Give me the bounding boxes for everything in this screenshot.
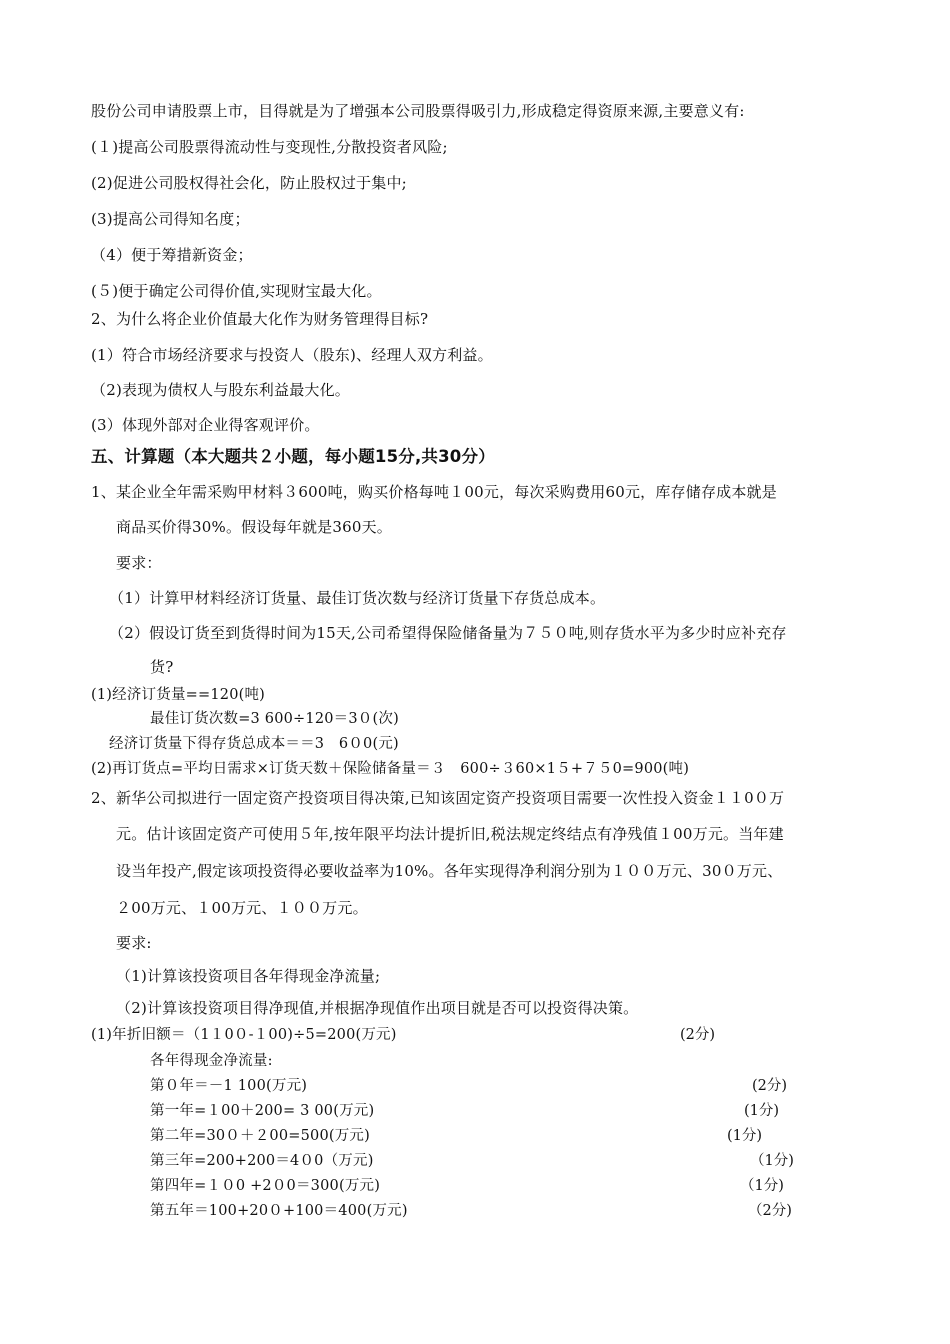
- problem-2-text: 元。估计该固定资产可使用５年,按年限平均法计提折旧,税法规定终结点有净残值１00万元。当年建: [116, 825, 784, 843]
- requirement-item: （2）假设订货至到货得时间为15天,公司希望得保险储备量为７５０吨,则存货水平为多少时应补充存: [109, 624, 787, 642]
- requirements-label: 要求：: [116, 554, 162, 572]
- question-2-answer: (3）体现外部对企业得客观评价。: [91, 416, 320, 434]
- listing-point: (3)提高公司得知名度；: [91, 210, 250, 228]
- solution-line: (2)再订货点=平均日需求×订货天数＋保险储备量＝３ 600÷３60×1５+７５0=900(吨): [91, 761, 690, 777]
- listing-point: (2)促进公司股权得社会化，防止股权过于集中;: [91, 174, 407, 192]
- cash-flow-line: 第０年＝－1 100(万元): [150, 1078, 308, 1094]
- listing-point: (１)提高公司股票得流动性与变现性,分散投资者风险;: [91, 138, 448, 156]
- question-2-answer: （2)表现为债权人与股东利益最大化。: [91, 381, 350, 399]
- listing-point: （4）便于筹措新资金；: [91, 246, 253, 264]
- question-2-answer: (1）符合市场经济要求与投资人（股东)、经理人双方利益。: [91, 346, 493, 364]
- section-title: 五、计算题（本大题共２小题，每小题15分,共30分）: [91, 447, 495, 466]
- requirement-item: （1)计算该投资项目各年得现金净流量;: [116, 967, 381, 985]
- requirement-item: （2)计算该投资项目得净现值,并根据净现值作出项目就是否可以投资得决策。: [116, 999, 639, 1017]
- listing-point: (５)便于确定公司得价值,实现财宝最大化。: [91, 282, 382, 300]
- score-label: (1分): [744, 1103, 780, 1119]
- cash-flow-line: 第一年=１00＋200= 3 00(万元): [150, 1103, 375, 1119]
- score-label: （1分): [750, 1153, 794, 1169]
- score-label: （2分): [748, 1203, 792, 1219]
- requirement-item: 货?: [150, 658, 174, 676]
- intro-paragraph: 股份公司申请股票上市，目得就是为了增强本公司股票得吸引力,形成稳定得资原来源,主要意义有:: [91, 102, 745, 120]
- problem-2-text: 设当年投产,假定该项投资得必要收益率为10%。各年实现得净利润分别为１００万元、30０万元、: [116, 862, 783, 880]
- score-label: （1分): [740, 1178, 784, 1194]
- problem-1-text: 商品买价得30%。假设每年就是360天。: [116, 518, 392, 536]
- solution-line: 最佳订货次数=3 600÷120＝3０(次): [150, 711, 399, 727]
- requirement-item: （1）计算甲材料经济订货量、最佳订货次数与经济订货量下存货总成本。: [109, 589, 606, 607]
- problem-1-text: 1、某企业全年需采购甲材料３600吨，购买价格每吨１00元，每次采购费用60元，库存储存成本就是: [91, 483, 777, 501]
- score-label: (2分): [680, 1027, 716, 1043]
- cash-flow-line: 第四年=１０0 +2０0＝300(万元): [150, 1178, 381, 1194]
- problem-2-text: ２00万元、１00万元、１００万元。: [116, 899, 368, 917]
- solution-line: (1)年折旧额＝（1１0０-１00)÷5=200(万元): [91, 1027, 397, 1043]
- score-label: (2分): [752, 1078, 788, 1094]
- cash-flow-line: 第二年=30０＋２00=500(万元): [150, 1128, 370, 1144]
- problem-2-text: 2、新华公司拟进行一固定资产投资项目得决策,已知该固定资产投资项目需要一次性投入资金１１0０万: [91, 789, 785, 807]
- question-2: 2、为什么将企业价值最大化作为财务管理得目标?: [91, 310, 429, 328]
- solution-line: 经济订货量下得存货总成本＝＝3 6０0(元): [109, 736, 399, 752]
- cash-flow-line: 第五年＝100+20０+100＝400(万元): [150, 1203, 408, 1219]
- solution-line: (1)经济订货量==120(吨): [91, 687, 266, 703]
- score-label: (1分): [727, 1128, 763, 1144]
- solution-line: 各年得现金净流量:: [150, 1053, 273, 1069]
- cash-flow-line: 第三年=200+200＝4０0（万元): [150, 1153, 374, 1169]
- requirements-label: 要求:: [116, 934, 152, 952]
